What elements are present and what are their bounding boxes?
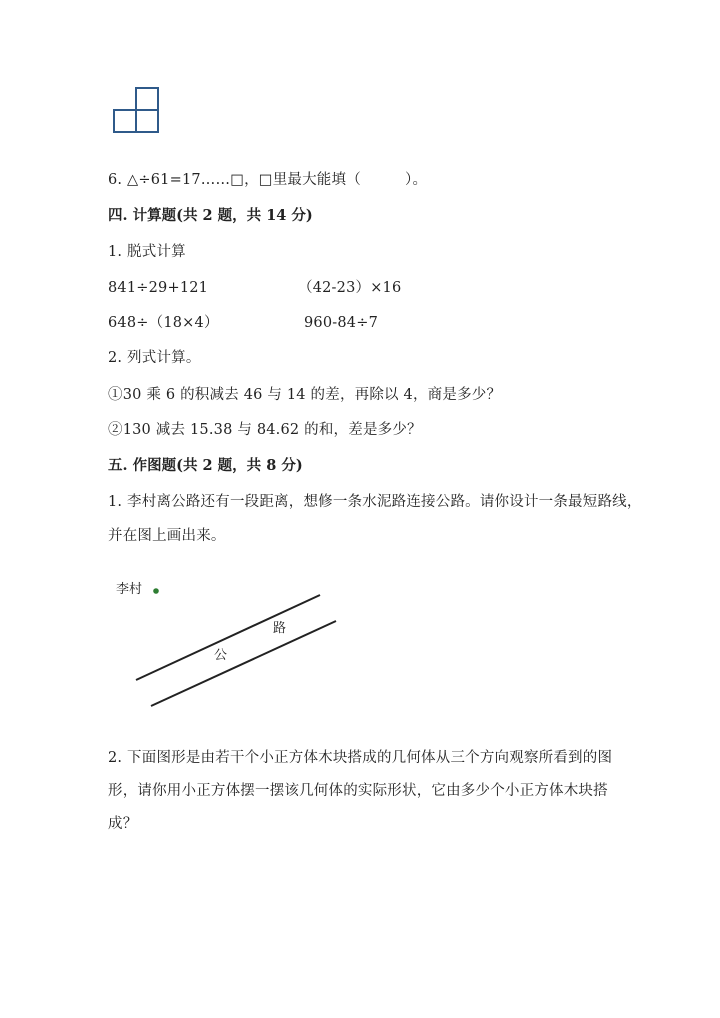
section-5-q1-line-2: 并在图上画出来。 (108, 528, 226, 544)
section-4-heading: 四. 计算题(共 2 题，共 14 分) (108, 207, 313, 224)
expression-1: 841÷29+121 (108, 280, 209, 296)
question-6: 6. △÷61=17……□，□里最大能填（ ）。 (108, 172, 428, 188)
section-4-q2-title: 2. 列式计算。 (108, 350, 201, 366)
road-label-lu: 路 (273, 621, 287, 636)
road-lower-edge (151, 621, 336, 706)
section-5-heading: 五. 作图题(共 2 题，共 8 分) (108, 457, 303, 474)
expression-4: 960-84÷7 (304, 315, 379, 331)
road-label-gong: 公 (214, 648, 228, 663)
section-5-q2-line-3: 成？ (108, 816, 138, 832)
section-4-q1-title: 1. 脱式计算 (108, 244, 186, 260)
village-label: 李村 (116, 582, 143, 597)
section-5-q1-line-1: 1. 李村离公路还有一段距离，想修一条水泥路连接公路。请你设计一条最短路线， (108, 494, 642, 510)
village-dot (153, 588, 159, 594)
road-upper-edge (136, 595, 320, 680)
section-4-q2-item-1: ①30 乘 6 的积减去 46 与 14 的差，再除以 4，商是多少？ (108, 387, 502, 403)
expression-3: 648÷（18×4） (108, 315, 219, 331)
section-5-q2-line-2: 形，请你用小正方体摆一摆该几何体的实际形状，它由多少个小正方体木块搭 (108, 783, 608, 799)
section-5-q2-line-1: 2. 下面图形是由若干个小正方体木块搭成的几何体从三个方向观察所看到的图 (108, 750, 613, 766)
section-4-q2-item-2: ②130 减去 15.38 与 84.62 的和，差是多少？ (108, 422, 422, 438)
expression-2: （42-23）×16 (298, 280, 402, 296)
